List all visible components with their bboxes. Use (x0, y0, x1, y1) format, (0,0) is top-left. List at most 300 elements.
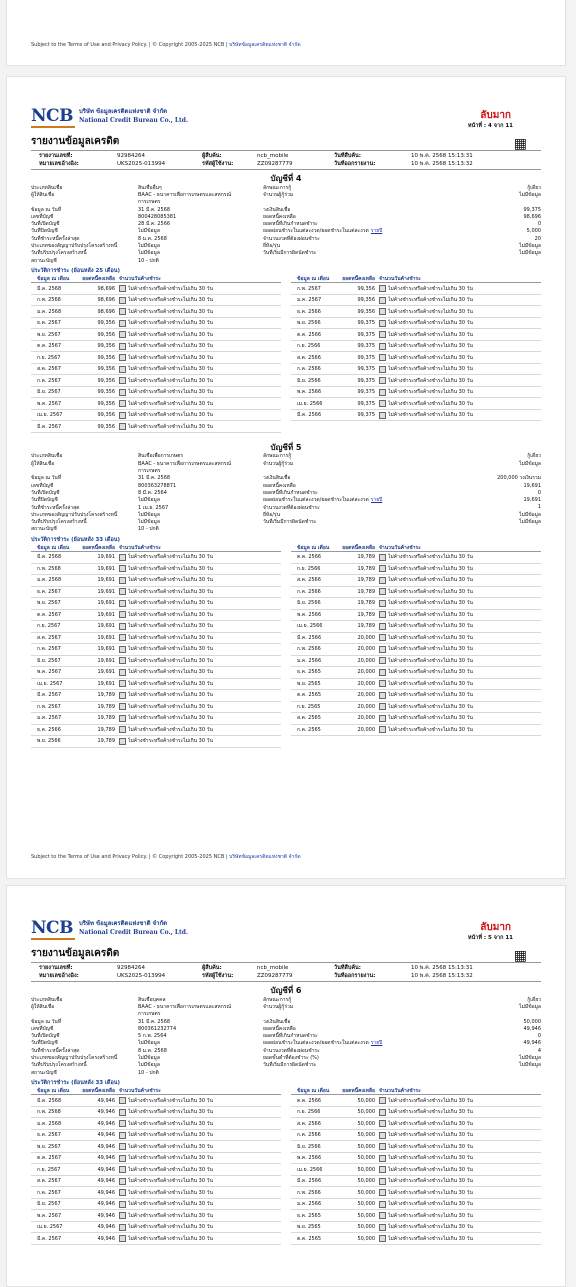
history-status-text: ไม่ค้างชำระหรือค้างชำระไม่เกิน 30 วัน (388, 634, 473, 641)
history-balance: 99,375 (357, 320, 375, 327)
history-header-cell: ข้อมูล ณ เดือน (297, 544, 330, 551)
info-row (31, 460, 541, 467)
history-row (291, 587, 541, 599)
history-row (291, 644, 541, 656)
history-row (31, 364, 281, 376)
status-checkbox-icon (119, 308, 126, 315)
history-month: พ.ค. 2566 (297, 611, 322, 618)
history-status-text: ไม่ค้างชำระหรือค้างชำระไม่เกิน 30 วัน (388, 412, 473, 419)
status-checkbox-icon (379, 1224, 386, 1231)
account-info (31, 184, 541, 264)
history-row (291, 341, 541, 353)
info-cell: ประเภทสินเชื่อ (31, 996, 63, 1003)
history-status-text: ไม่ค้างชำระหรือค้างชำระไม่เกิน 30 วัน (128, 1155, 213, 1162)
history-balance: 99,356 (97, 412, 115, 419)
status-checkbox-icon (379, 588, 386, 595)
info-cell: 31 มี.ค. 2568 (138, 475, 171, 482)
page-footer (7, 41, 565, 49)
history-row (291, 656, 541, 668)
history-month: มิ.ย. 2567 (37, 657, 61, 664)
status-checkbox-icon (379, 331, 386, 338)
history-status-text: ไม่ค้างชำระหรือค้างชำระไม่เกิน 30 วัน (128, 400, 213, 407)
history-balance: 99,356 (97, 423, 115, 430)
info-cell: กู้เดี่ยว (527, 996, 541, 1003)
history-row (291, 552, 541, 564)
info-cell: ประเภทของสัญญาปรับปรุงโครงสร้างหนี้ (31, 1055, 118, 1062)
info-cell: 10 - ปกติ (138, 1069, 159, 1076)
info-cell: ไม่มีข้อมูล (519, 1055, 541, 1062)
info-cell: ไม่มีข้อมูล (138, 1040, 160, 1047)
history-month: ต.ค. 2566 (297, 554, 322, 561)
logo-underline (31, 126, 75, 128)
status-checkbox-icon (379, 577, 386, 584)
history-status-text: ไม่ค้างชำระหรือค้างชำระไม่เกิน 30 วัน (128, 703, 213, 710)
history-status (119, 365, 281, 373)
history-row (291, 667, 541, 679)
history-month: ก.ย. 2566 (297, 1109, 321, 1116)
report-title: รายงานข้อมูลเครดิต (31, 948, 120, 959)
history-header-cell: จำนวนวันค้างชำระ (119, 1087, 161, 1094)
history-status-text: ไม่ค้างชำระหรือค้างชำระไม่เกิน 30 วัน (128, 285, 213, 292)
history-status-text: ไม่ค้างชำระหรือค้างชำระไม่เกิน 30 วัน (388, 1178, 473, 1185)
history-balance: 99,375 (357, 354, 375, 361)
status-checkbox-icon (379, 1132, 386, 1139)
history-row (291, 575, 541, 587)
history-balance: 99,356 (97, 343, 115, 350)
history-month: ก.ค. 2566 (297, 366, 321, 373)
history-balance: 20,000 (357, 726, 375, 733)
account-title: บัญชีที่ 5 (270, 442, 302, 452)
history-row (31, 587, 281, 599)
history-row (291, 610, 541, 622)
history-month: ม.ค. 2566 (297, 1201, 322, 1208)
history-status (379, 285, 541, 293)
history-balance: 98,696 (97, 297, 115, 304)
history-balance: 99,375 (357, 389, 375, 396)
history-row (31, 690, 281, 702)
info-cell: 800428085381 (138, 213, 177, 220)
info-cell: 28 มี.ค. 2566 (138, 221, 171, 228)
info-cell: 99,375 (523, 206, 541, 213)
history-header-cell: ข้อมูล ณ เดือน (37, 275, 70, 282)
status-checkbox-icon (119, 692, 126, 699)
history-balance: 98,696 (97, 285, 115, 292)
history-row (291, 1095, 541, 1107)
history-row (291, 410, 541, 422)
info-cell: ไม่มีข้อมูล (519, 511, 541, 518)
history-balance: 99,356 (357, 285, 375, 292)
info-cell: BAAC - ธนาคารเพื่อการเกษตรและสหกรณ์ (138, 1003, 232, 1010)
status-checkbox-icon (119, 1212, 126, 1219)
history-status (379, 1097, 541, 1105)
history-row (31, 644, 281, 656)
info-row (31, 191, 541, 198)
status-checkbox-icon (119, 389, 126, 396)
history-row (291, 375, 541, 387)
history-balance: 19,691 (97, 669, 115, 676)
status-checkbox-icon (119, 400, 126, 407)
history-status (119, 388, 281, 396)
status-checkbox-icon (119, 354, 126, 361)
history-row (31, 1164, 281, 1176)
history-status-text: ไม่ค้างชำระหรือค้างชำระไม่เกิน 30 วัน (128, 680, 213, 687)
history-status-text: ไม่ค้างชำระหรือค้างชำระไม่เกิน 30 วัน (388, 577, 473, 584)
history-balance: 19,691 (97, 680, 115, 687)
history-status-text: ไม่ค้างชำระหรือค้างชำระไม่เกิน 30 วัน (388, 320, 473, 327)
history-status-text: ไม่ค้างชำระหรือค้างชำระไม่เกิน 30 วัน (388, 308, 473, 315)
inquiry-date-label: วันที่สืบค้น: (334, 965, 361, 971)
status-checkbox-icon (379, 1155, 386, 1162)
history-header (291, 544, 541, 552)
company-name-en: National Credit Bureau Co., Ltd. (79, 929, 189, 936)
account-title: บัญชีที่ 4 (270, 174, 302, 183)
history-month: มิ.ย. 2566 (297, 1143, 321, 1150)
history-status (379, 365, 541, 373)
history-balance: 19,691 (97, 565, 115, 572)
history-month: ก.ค. 2567 (37, 1189, 61, 1196)
company-name (79, 919, 188, 937)
history-row (31, 1118, 281, 1130)
history-status (379, 411, 541, 419)
status-checkbox-icon (119, 715, 126, 722)
history-status-text: ไม่ค้างชำระหรือค้างชำระไม่เกิน 30 วัน (128, 1120, 213, 1127)
history-header-cell: ยอดหนี้คงเหลือ (82, 275, 115, 282)
history-status (379, 1177, 541, 1185)
history-month: พ.ย. 2567 (37, 331, 61, 338)
info-cell: 31 มี.ค. 2568 (138, 1018, 171, 1025)
status-checkbox-icon (119, 1224, 126, 1231)
history-month: ธ.ค. 2566 (37, 726, 61, 733)
info-cell: ยอดผ่อนชำระในแต่ละงวด/ยอดชำระในแต่ละงวด (263, 497, 369, 504)
history-row (31, 656, 281, 668)
info-cell: 10 - ปกติ (138, 526, 159, 533)
status-checkbox-icon (119, 343, 126, 350)
history-row (31, 1130, 281, 1142)
history-status (379, 576, 541, 584)
history-status (119, 691, 281, 699)
history-header (291, 1087, 541, 1095)
status-checkbox-icon (119, 646, 126, 653)
history-balance: 50,000 (357, 1212, 375, 1219)
history-status-text: ไม่ค้างชำระหรือค้างชำระไม่เกิน 30 วัน (128, 623, 213, 630)
history-month: ธ.ค. 2567 (37, 320, 61, 327)
history-status-text: ไม่ค้างชำระหรือค้างชำระไม่เกิน 30 วัน (128, 366, 213, 373)
history-balance: 50,000 (357, 1120, 375, 1127)
history-row (31, 329, 281, 341)
info-cell: วันที่ปรับปรุงโครงสร้างหนี้ (31, 250, 87, 257)
history-status (379, 634, 541, 642)
company-name (79, 107, 188, 125)
history-column-left (31, 1087, 281, 1245)
history-balance: 19,789 (97, 692, 115, 699)
info-cell: สถานะบัญชี (31, 526, 57, 533)
info-cell: 5,000 (526, 228, 541, 235)
history-status (119, 1189, 281, 1197)
info-cell: วันที่ปิดบัญชี (31, 228, 58, 235)
status-checkbox-icon (119, 554, 126, 561)
history-balance: 50,000 (357, 1166, 375, 1173)
yearly-link[interactable]: รายปี (370, 228, 383, 235)
history-balance: 49,946 (97, 1224, 115, 1231)
history-status (119, 645, 281, 653)
history-status-text: ไม่ค้างชำระหรือค้างชำระไม่เกิน 30 วัน (388, 354, 473, 361)
issue-date-label: วันที่ออกรายงาน: (334, 973, 376, 979)
history-status (379, 331, 541, 339)
info-cell: 20 (534, 235, 541, 242)
history-month: มิ.ย. 2566 (297, 377, 321, 384)
info-cell: จำนวนงวดที่ต้องผ่อนชำระ (263, 1047, 320, 1054)
history-header-cell: ยอดหนี้คงเหลือ (342, 1087, 375, 1094)
history-month: พ.ย. 2566 (37, 738, 61, 745)
history-balance: 19,691 (97, 634, 115, 641)
history-header-cell: ข้อมูล ณ เดือน (37, 544, 70, 551)
info-cell: ข้อมูล ณ วันที่ (31, 206, 62, 213)
history-month: ม.ค. 2567 (37, 715, 62, 722)
history-row (31, 1141, 281, 1153)
history-month: ธ.ค. 2565 (297, 1212, 321, 1219)
history-row (31, 610, 281, 622)
report-page-5 (6, 885, 566, 1287)
history-row (31, 736, 281, 748)
info-cell: สถานะบัญชี (31, 257, 57, 264)
history-column-right (291, 275, 541, 433)
info-cell: 49,946 (523, 1040, 541, 1047)
history-month: พ.ค. 2566 (297, 389, 322, 396)
ref: UKS2025-013994 (117, 161, 166, 167)
history-status-text: ไม่ค้างชำระหรือค้างชำระไม่เกิน 30 วัน (128, 354, 213, 361)
footer-company-link[interactable]: บริษัทข้อมูลเครดิตแห่งชาติ จำกัด (229, 854, 301, 860)
history-status (379, 703, 541, 711)
history-balance: 19,691 (97, 611, 115, 618)
history-status (379, 1108, 541, 1116)
status-checkbox-icon (379, 308, 386, 315)
history-row (291, 564, 541, 576)
footer-company-link[interactable]: บริษัทข้อมูลเครดิตแห่งชาติ จำกัด (229, 42, 301, 48)
info-cell: วงเงินสินเชื่อ (263, 475, 291, 482)
history-status-text: ไม่ค้างชำระหรือค้างชำระไม่เกิน 30 วัน (128, 692, 213, 699)
history-balance: 99,375 (357, 343, 375, 350)
history-month: พ.ย. 2565 (297, 1224, 321, 1231)
history-status-text: ไม่ค้างชำระหรือค้างชำระไม่เกิน 30 วัน (388, 1120, 473, 1127)
info-cell: ไม่มีข้อมูล (138, 1062, 160, 1069)
history-balance: 19,789 (357, 623, 375, 630)
status-checkbox-icon (379, 389, 386, 396)
history-balance: 19,789 (97, 715, 115, 722)
history-month: มี.ค. 2566 (297, 412, 322, 419)
status-checkbox-icon (379, 1178, 386, 1185)
history-status (379, 342, 541, 350)
status-checkbox-icon (119, 297, 126, 304)
info-cell: จำนวนงวดที่ต้องผ่อนชำระ (263, 504, 320, 511)
info-row (31, 257, 541, 264)
history-header-cell: ยอดหนี้คงเหลือ (342, 275, 375, 282)
history-status-text: ไม่ค้างชำระหรือค้างชำระไม่เกิน 30 วัน (128, 577, 213, 584)
status-checkbox-icon (379, 366, 386, 373)
history-balance: 19,789 (97, 738, 115, 745)
history-month: ธ.ค. 2566 (297, 308, 321, 315)
history-status-text: ไม่ค้างชำระหรือค้างชำระไม่เกิน 30 วัน (128, 600, 213, 607)
history-status (119, 377, 281, 385)
history-month: ก.ย. 2565 (297, 703, 321, 710)
footer-text: Subject to the Terms of Use and Privacy Policy. | © Copyright 2005-2025 NCB | (31, 42, 228, 48)
status-checkbox-icon (379, 412, 386, 419)
confidential-label: ลับมาก (480, 110, 511, 121)
info-cell: ข้อมูล ณ วันที่ (31, 1018, 62, 1025)
info-cell: สินเชื่ออื่นๆ (138, 184, 162, 191)
status-checkbox-icon (119, 634, 126, 641)
history-header-cell: จำนวนวันค้างชำระ (379, 275, 421, 282)
history-month: ก.ย. 2567 (37, 354, 61, 361)
history-month: มี.ค. 2568 (37, 285, 62, 292)
history-row (291, 306, 541, 318)
history-header-cell: จำนวนวันค้างชำระ (119, 275, 161, 282)
history-status (379, 599, 541, 607)
history-row (31, 679, 281, 691)
history-month: ต.ค. 2565 (297, 692, 322, 699)
history-row (291, 1164, 541, 1176)
history-month: ก.พ. 2568 (37, 297, 61, 304)
status-checkbox-icon (119, 1120, 126, 1127)
history-status (119, 1212, 281, 1220)
history-header (291, 275, 541, 283)
history-status (379, 657, 541, 665)
status-checkbox-icon (119, 577, 126, 584)
info-cell: 4 (537, 1047, 541, 1054)
status-checkbox-icon (379, 634, 386, 641)
history-balance: 50,000 (357, 1143, 375, 1150)
inquiry-date-label: วันที่สืบค้น: (334, 153, 361, 159)
history-month: ก.ค. 2566 (297, 588, 321, 595)
history-balance: 50,000 (357, 1097, 375, 1104)
history-header-cell: ยอดหนี้คงเหลือ (342, 544, 375, 551)
info-cell: ประเภทของสัญญาปรับปรุงโครงสร้างหนี้ (31, 243, 118, 250)
history-status-text: ไม่ค้างชำระหรือค้างชำระไม่เกิน 30 วัน (388, 703, 473, 710)
history-balance: 20,000 (357, 634, 375, 641)
qr-code-icon: ▦ (513, 948, 527, 964)
info-cell: ลักษณะการกู้ (263, 996, 292, 1003)
status-checkbox-icon (119, 623, 126, 630)
status-checkbox-icon (119, 1189, 126, 1196)
history-balance: 99,356 (97, 400, 115, 407)
info-cell: วันที่เปิดบัญชี (31, 489, 60, 496)
status-checkbox-icon (379, 611, 386, 618)
history-status (119, 1223, 281, 1231)
history-status-text: ไม่ค้างชำระหรือค้างชำระไม่เกิน 30 วัน (388, 1097, 473, 1104)
history-balance: 49,946 (97, 1120, 115, 1127)
member: ZZ09287779 (257, 161, 293, 167)
history-status-text: ไม่ค้างชำระหรือค้างชำระไม่เกิน 30 วัน (128, 657, 213, 664)
status-checkbox-icon (379, 285, 386, 292)
history-row (291, 1107, 541, 1119)
inquirer: ncb_mobile (257, 153, 289, 159)
history-status (119, 611, 281, 619)
info-cell: ยอดผ่อนชำระในแต่ละงวด/ยอดชำระในแต่ละงวด (263, 228, 369, 235)
history-row (31, 713, 281, 725)
history-row (291, 283, 541, 295)
history-balance: 50,000 (357, 1235, 375, 1242)
report-no: 92984264 (117, 965, 145, 971)
history-status-text: ไม่ค้างชำระหรือค้างชำระไม่เกิน 30 วัน (388, 1143, 473, 1150)
history-status (119, 553, 281, 561)
info-cell: ประเภทสินเชื่อ (31, 184, 63, 191)
info-cell: วันที่ปรับปรุงโครงสร้างหนี้ (31, 1062, 87, 1069)
history-balance: 50,000 (357, 1178, 375, 1185)
history-status (119, 680, 281, 688)
status-checkbox-icon (119, 657, 126, 664)
info-cell: วันที่เริ่มมีการผิดนัดชำระ (263, 1062, 317, 1069)
history-row (31, 667, 281, 679)
history-status (379, 319, 541, 327)
history-row (291, 598, 541, 610)
history-status (379, 553, 541, 561)
history-row (31, 421, 281, 433)
info-cell: วันที่เริ่มมีการผิดนัดชำระ (263, 250, 317, 257)
history-row (31, 725, 281, 737)
history-balance: 99,356 (97, 389, 115, 396)
yearly-link[interactable]: รายปี (370, 1040, 383, 1047)
info-cell: 0 (537, 489, 541, 496)
history-balance: 50,000 (357, 1155, 375, 1162)
issue-date: 10 พ.ค. 2568 15:13:32 (411, 161, 473, 167)
history-month: ธ.ค. 2565 (297, 669, 321, 676)
info-cell: ลักษณะการกู้ (263, 184, 292, 191)
info-cell: ประเภทของสัญญาปรับปรุงโครงสร้างหนี้ (31, 511, 118, 518)
history-balance: 19,789 (357, 611, 375, 618)
info-cell: ไม่มีข้อมูล (138, 497, 160, 504)
history-month: ต.ค. 2567 (37, 611, 62, 618)
history-balance: 98,696 (97, 308, 115, 315)
history-balance: 50,000 (357, 1109, 375, 1116)
history-row (291, 1176, 541, 1188)
history-status (119, 576, 281, 584)
history-status (119, 657, 281, 665)
history-row (31, 341, 281, 353)
ncb-logo: NCB (31, 918, 73, 938)
report-no-label: รายงานเลขที่: (39, 153, 73, 159)
history-row (291, 702, 541, 714)
history-status (119, 308, 281, 316)
history-status-text: ไม่ค้างชำระหรือค้างชำระไม่เกิน 30 วัน (128, 1178, 213, 1185)
history-row (291, 329, 541, 341)
status-checkbox-icon (379, 554, 386, 561)
history-row (31, 598, 281, 610)
history-balance: 19,789 (357, 565, 375, 572)
history-status (119, 1097, 281, 1105)
history-row (291, 1233, 541, 1245)
history-row (291, 679, 541, 691)
history-status (379, 565, 541, 573)
yearly-link[interactable]: รายปี (370, 497, 383, 504)
status-checkbox-icon (379, 377, 386, 384)
inquirer: ncb_mobile (257, 965, 289, 971)
history-month: เม.ย. 2567 (37, 680, 63, 687)
history-row (31, 295, 281, 307)
history-status-text: ไม่ค้างชำระหรือค้างชำระไม่เกิน 30 วัน (388, 588, 473, 595)
status-checkbox-icon (119, 423, 126, 430)
history-balance: 19,789 (97, 726, 115, 733)
info-row (31, 1003, 541, 1010)
payment-history (31, 544, 541, 748)
history-balance: 19,789 (357, 600, 375, 607)
history-month: ม.ค. 2568 (37, 577, 62, 584)
info-cell: เลขที่บัญชี (31, 482, 54, 489)
info-cell: การเกษตร (138, 468, 161, 475)
info-cell: 1 เม.ย. 2567 (138, 504, 169, 511)
history-balance: 19,789 (97, 703, 115, 710)
history-status-text: ไม่ค้างชำระหรือค้างชำระไม่เกิน 30 วัน (388, 1235, 473, 1242)
status-checkbox-icon (379, 692, 386, 699)
history-status-text: ไม่ค้างชำระหรือค้างชำระไม่เกิน 30 วัน (128, 1235, 213, 1242)
